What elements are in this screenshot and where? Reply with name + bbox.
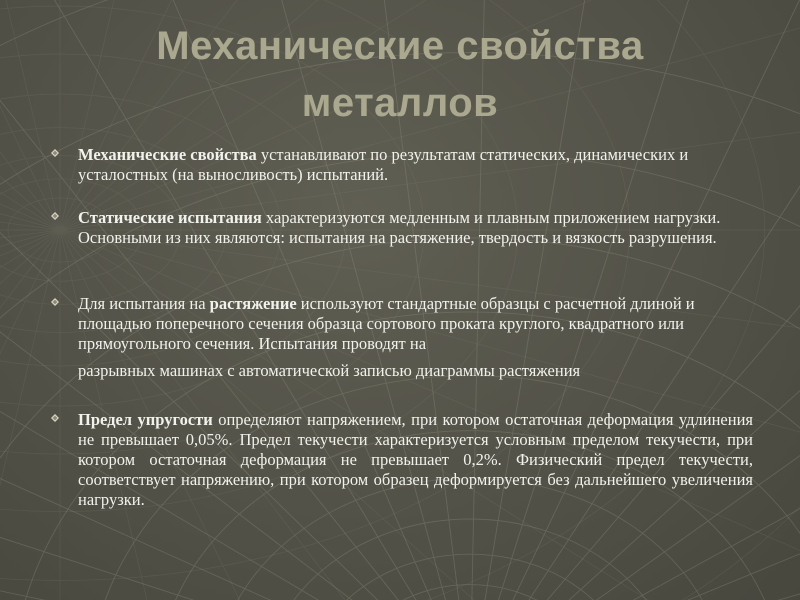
diamond-bullet-icon (51, 149, 59, 157)
bullet-text (78, 208, 753, 248)
diamond-bullet-icon (51, 298, 59, 306)
bullet-text (78, 294, 753, 381)
bullet-text (78, 410, 753, 510)
bullet-text (78, 145, 753, 185)
bullet-lead-in: Для испытания на (78, 294, 210, 313)
bullet-bold-term: Предел упругости (78, 410, 213, 429)
bullet-bold-term: Статические испытания (78, 208, 262, 227)
slide-title: Механические свойства металлов (156, 24, 644, 125)
bullet-body-continued: разрывных машинах с автоматической записью диаграммы растяжения (78, 361, 581, 380)
diamond-bullet-icon (51, 414, 59, 422)
bullet-bold-term: растяжение (209, 294, 297, 313)
bullet-body: характеризуются медленным и плавным приложением нагрузки. Основными из них являются: испытания на растяжение, твердость и вязкость разрушения. (78, 208, 721, 247)
bullet-body: используют стандартные образцы с расчетной длиной и площадью поперечного сечения образца сортового проката круглого, квадратного или прямоугольного сечения. Испытания проводят на (78, 294, 695, 353)
bullet-bold-term: Механические свойства (78, 145, 257, 164)
bullet-body: определяют напряжением, при котором остаточная деформация удлинения не превышает 0,05%. Предел текучести характеризуется условным пределом текучести, при котором остаточная деформация не превышает 0,2%. Физический предел текучести, соответствует напряжению, при котором образец деформируется без дальнейшего увеличения нагрузки. (78, 410, 753, 509)
bullet-body: устанавливают по результатам статических, динамических и усталостных (на выносливость) испытаний. (78, 145, 689, 184)
diamond-bullet-icon (51, 212, 59, 220)
